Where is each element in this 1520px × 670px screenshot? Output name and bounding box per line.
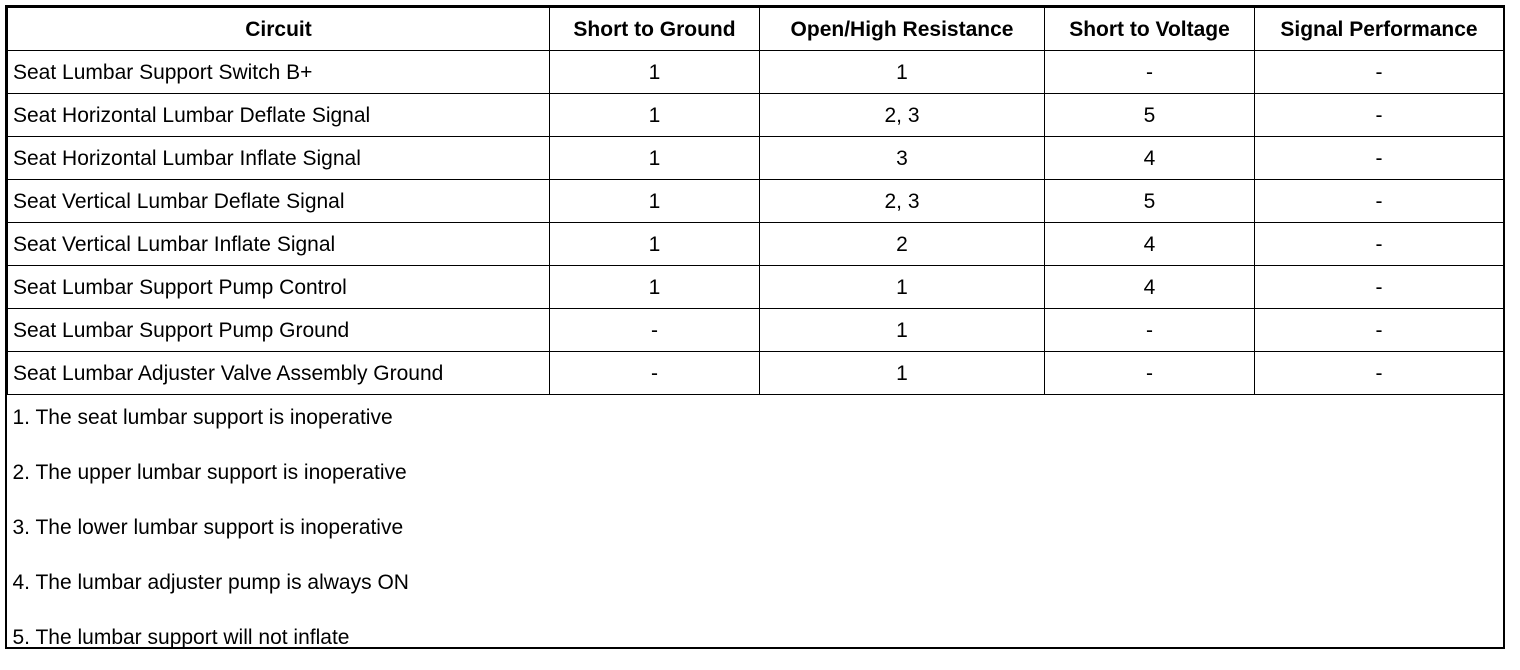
table-row	[8, 223, 1504, 266]
cell-circuit: Seat Lumbar Support Switch B+	[8, 51, 550, 94]
cell-short-to-voltage: 4	[1045, 223, 1255, 266]
cell-short-to-voltage: -	[1045, 51, 1255, 94]
circuit-fault-table	[7, 7, 1504, 670]
cell-signal-performance: -	[1255, 94, 1504, 137]
cell-circuit: Seat Vertical Lumbar Inflate Signal	[8, 223, 550, 266]
header-row	[8, 8, 1504, 51]
notes-row	[8, 395, 1504, 670]
footnote: 3. The lower lumbar support is inoperative	[13, 505, 1504, 560]
cell-circuit: Seat Lumbar Adjuster Valve Assembly Ground	[8, 352, 550, 395]
table-row	[8, 266, 1504, 309]
cell-circuit: Seat Lumbar Support Pump Ground	[8, 309, 550, 352]
cell-short-to-ground: 1	[550, 137, 760, 180]
diagnostic-table-frame	[5, 5, 1505, 649]
cell-short-to-voltage: 5	[1045, 180, 1255, 223]
cell-open-high-resistance: 2, 3	[760, 180, 1045, 223]
cell-open-high-resistance: 2	[760, 223, 1045, 266]
cell-circuit: Seat Lumbar Support Pump Control	[8, 266, 550, 309]
cell-open-high-resistance: 1	[760, 352, 1045, 395]
cell-open-high-resistance: 1	[760, 266, 1045, 309]
footnote: 4. The lumbar adjuster pump is always ON	[13, 560, 1504, 615]
cell-signal-performance: -	[1255, 352, 1504, 395]
cell-signal-performance: -	[1255, 51, 1504, 94]
cell-open-high-resistance: 3	[760, 137, 1045, 180]
table-row	[8, 352, 1504, 395]
cell-signal-performance: -	[1255, 223, 1504, 266]
cell-signal-performance: -	[1255, 266, 1504, 309]
cell-signal-performance: -	[1255, 137, 1504, 180]
cell-circuit: Seat Vertical Lumbar Deflate Signal	[8, 180, 550, 223]
cell-short-to-ground: 1	[550, 51, 760, 94]
cell-short-to-voltage: -	[1045, 309, 1255, 352]
table-row	[8, 137, 1504, 180]
cell-short-to-voltage: 4	[1045, 266, 1255, 309]
cell-short-to-ground: -	[550, 309, 760, 352]
cell-short-to-voltage: 5	[1045, 94, 1255, 137]
table-row	[8, 51, 1504, 94]
footnote: 2. The upper lumbar support is inoperative	[13, 450, 1504, 505]
cell-short-to-voltage: 4	[1045, 137, 1255, 180]
cell-open-high-resistance: 1	[760, 51, 1045, 94]
cell-short-to-ground: -	[550, 352, 760, 395]
header-open-high-resistance: Open/High Resistance	[760, 8, 1045, 51]
header-circuit: Circuit	[8, 8, 550, 51]
cell-open-high-resistance: 2, 3	[760, 94, 1045, 137]
cell-circuit: Seat Horizontal Lumbar Inflate Signal	[8, 137, 550, 180]
footnote: 5. The lumbar support will not inflate	[13, 615, 1504, 670]
footnote: 1. The seat lumbar support is inoperative	[13, 395, 1504, 450]
table-row	[8, 94, 1504, 137]
cell-short-to-ground: 1	[550, 266, 760, 309]
notes-cell	[8, 395, 1504, 670]
header-signal-performance: Signal Performance	[1255, 8, 1504, 51]
cell-short-to-voltage: -	[1045, 352, 1255, 395]
cell-signal-performance: -	[1255, 180, 1504, 223]
cell-short-to-ground: 1	[550, 223, 760, 266]
cell-short-to-ground: 1	[550, 94, 760, 137]
header-short-to-ground: Short to Ground	[550, 8, 760, 51]
cell-short-to-ground: 1	[550, 180, 760, 223]
table-row	[8, 309, 1504, 352]
cell-signal-performance: -	[1255, 309, 1504, 352]
table-row	[8, 180, 1504, 223]
cell-circuit: Seat Horizontal Lumbar Deflate Signal	[8, 94, 550, 137]
cell-open-high-resistance: 1	[760, 309, 1045, 352]
header-short-to-voltage: Short to Voltage	[1045, 8, 1255, 51]
